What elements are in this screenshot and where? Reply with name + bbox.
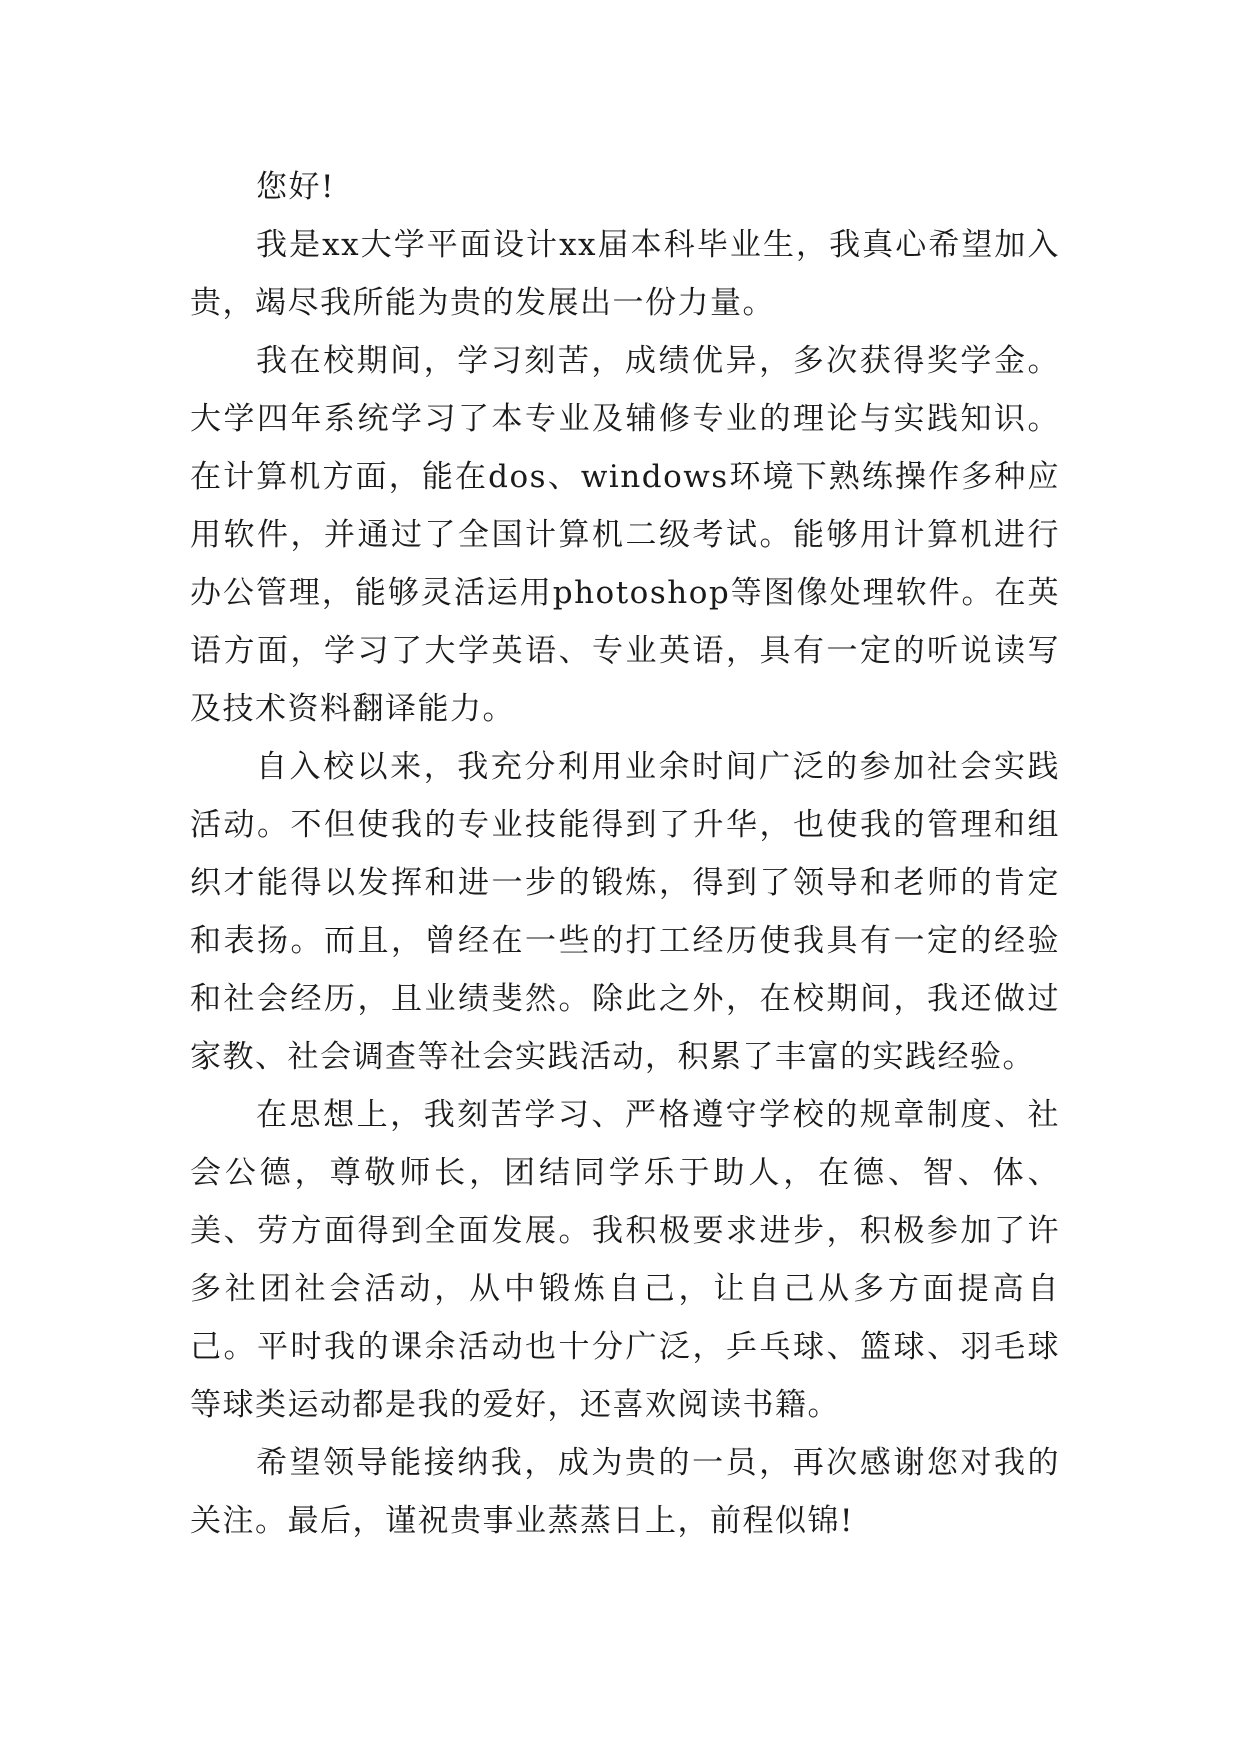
paragraph-closing: 希望领导能接纳我，成为贵的一员，再次感谢您对我的关注。最后，谨祝贵事业蒸蒸日上，前程似锦! <box>190 1445 1060 1539</box>
letter-body <box>190 158 1060 1550</box>
letter-greeting: 您好! <box>256 169 335 205</box>
paragraph-introduction: 我是xx大学平面设计xx届本科毕业生，我真心希望加入贵，竭尽我所能为贵的发展出一份力量。 <box>190 227 1060 321</box>
paragraph-character: 在思想上，我刻苦学习、严格遵守学校的规章制度、社会公德，尊敬师长，团结同学乐于助人，在德、智、体、美、劳方面得到全面发展。我积极要求进步，积极参加了许多社团社会活动，从中锻炼自己，让自己从多方面提高自己。平时我的课余活动也十分广泛，乒乓球、篮球、羽毛球等球类运动都是我的爱好，还喜欢阅读书籍。 <box>190 1097 1060 1423</box>
paragraph-academics: 我在校期间，学习刻苦，成绩优异，多次获得奖学金。大学四年系统学习了本专业及辅修专业的理论与实践知识。在计算机方面，能在dos、windows环境下熟练操作多种应用软件，并通过了全国计算机二级考试。能够用计算机进行办公管理，能够灵活运用photoshop等图像处理软件。在英语方面，学习了大学英语、专业英语，具有一定的听说读写及技术资料翻译能力。 <box>190 343 1060 727</box>
paragraph-activities: 自入校以来，我充分利用业余时间广泛的参加社会实践活动。不但使我的专业技能得到了升华，也使我的管理和组织才能得以发挥和进一步的锻炼，得到了领导和老师的肯定和表扬。而且，曾经在一些的打工经历使我具有一定的经验和社会经历，且业绩斐然。除此之外，在校期间，我还做过家教、社会调查等社会实践活动，积累了丰富的实践经验。 <box>190 749 1060 1075</box>
